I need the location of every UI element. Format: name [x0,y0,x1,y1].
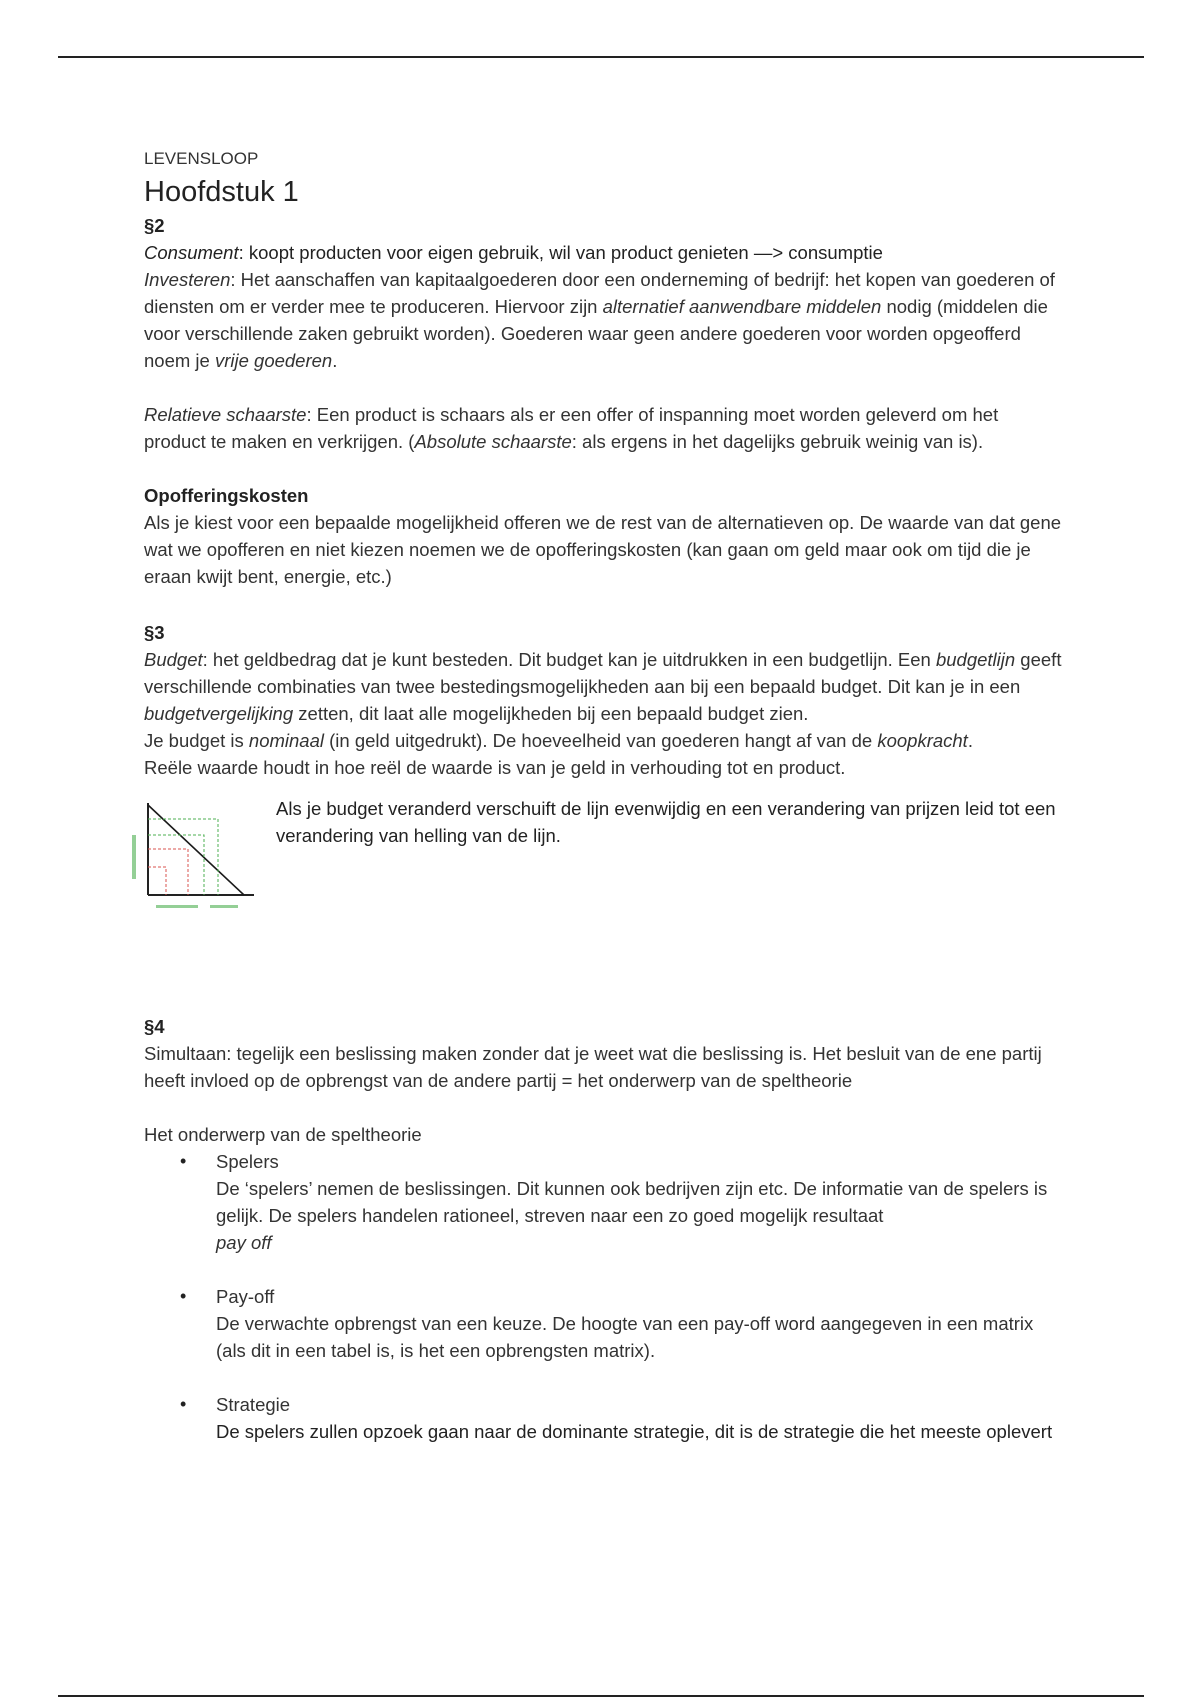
budget-text-b: geeft verschillende combinaties van twee bestedingsmogelijkheden aan bij een bepaald budget. Dit kan je in een [144,649,1062,697]
investeren-paragraph [144,266,1064,374]
page-title: Hoofdstuk 1 [144,176,299,208]
chart-gridline-2 [148,835,204,895]
investeren-text-c: . [332,350,338,371]
nominaal-text-b: (in geld uitgedrukt). De hoeveelheid van goederen hangt af van de [323,730,878,751]
budget-text-c: zetten, dit laat alle mogelijkheden bij een bepaald budget zien. [293,703,809,724]
budget-figure-row [144,795,1064,915]
bullet-icon: • [180,1394,187,1414]
nominaal-paragraph [144,727,1064,754]
footer-rule [58,1695,1144,1697]
schaarste-paragraph [144,401,1064,455]
consument-paragraph [144,239,1064,266]
investeren-term: Investeren [144,269,231,290]
consument-term: Consument [144,242,239,263]
list-item-strategie [180,1391,1064,1445]
schaarste-text-b: : als ergens in het dagelijks gebruik weinig van is). [571,431,984,452]
nominaal-text-a: Je budget is [144,730,249,751]
reele-paragraph: Reële waarde houdt in hoe reël de waarde is van je geld in verhouding tot en product. [144,757,846,778]
budget-text-a: : het geldbedrag dat je kunt besteden. Dit budget kan je uitdrukken in een budgetlijn. Een [202,649,936,670]
speltheorie-list [180,1148,1064,1445]
nominaal-term: nominaal [248,730,324,751]
figure-caption: Als je budget veranderd verschuift de lijn evenwijdig en een verandering van prijzen leid tot een verandering van helling van de lijn. [276,798,1056,846]
investeren-text-a: : Het aanschaffen van kapitaalgoederen door een onderneming of bedrijf: het kopen van goederen of diensten om er verder mee te produceren. Hiervoor zijn [144,269,1055,317]
header-rule [58,56,1144,58]
document-label: LEVENSLOOP [144,149,259,168]
section-3-heading: §3 [144,622,165,643]
list-item-text: De ‘spelers’ nemen de beslissingen. Dit kunnen ook bedrijven zijn etc. De informatie van de spelers is gelijk. De spelers handelen rationeel, streven naar een zo goed mogelijk resultaat [216,1178,1048,1226]
chart-x-label-2 [210,905,238,908]
document-page [144,145,1064,1472]
budget-paragraph [144,646,1064,727]
schaarste-term-2: Absolute schaarste [414,431,572,452]
investeren-text-b: nodig (middelen die voor verschillende zaken gebruikt worden). Goederen waar geen andere goederen voor worden opgeofferd noem je [144,296,1048,371]
koopkracht-term: koopkracht [877,730,968,751]
list-item-payoff [180,1283,1064,1364]
list-item-text: De spelers zullen opzoek gaan naar de dominante strategie, dit is de strategie die het meeste oplevert [216,1421,1053,1442]
schaarste-text-a: : Een product is schaars als er een offer of inspanning moet worden geleverd om het product te maken en verkrijgen. ( [144,404,999,452]
simultaan-paragraph: Simultaan: tegelijk een beslissing maken zonder dat je weet wat die beslissing is. Het besluit van de ene partij heeft invloed op de opbrengst van de andere partij = het onderwerp van de speltheorie [144,1043,1042,1091]
investeren-term-2: alternatief aanwendbare middelen [602,296,882,317]
list-item-spelers [180,1148,1064,1256]
budget-term-2: budgetlijn [935,649,1016,670]
investeren-term-3: vrije goederen [214,350,333,371]
section-4-heading: §4 [144,1016,165,1037]
chart-gridline-3 [148,849,188,895]
opoffering-paragraph: Als je kiest voor een bepaalde mogelijkheid offeren we de rest van de alternatieven op. De waarde van dat gene wat we opofferen en niet kiezen noemen we de opofferingskosten (kan gaan om geld maar ook om tijd die je eraan kwijt bent, energie, etc.) [144,512,1062,587]
list-item-title: Pay-off [216,1286,275,1307]
list-item-title: Spelers [216,1151,279,1172]
list-item-title: Strategie [216,1394,291,1415]
chart-gridline-4 [148,867,166,895]
list-intro: Het onderwerp van de speltheorie [144,1124,422,1145]
chart-gridline-1 [148,819,218,895]
opoffering-heading: Opofferingskosten [144,485,309,506]
chart-x-label [156,905,198,908]
list-item-extra: pay off [216,1232,272,1253]
section-2-heading: §2 [144,215,165,236]
budget-term-3: budgetvergelijking [144,703,294,724]
budget-term: Budget [144,649,203,670]
bullet-icon: • [180,1286,187,1306]
consument-text: : koopt producten voor eigen gebruik, wil van product genieten —> consumptie [238,242,883,263]
nominaal-text-c: . [967,730,973,751]
schaarste-term: Relatieve schaarste [144,404,307,425]
bullet-icon: • [180,1151,187,1171]
list-item-text: De verwachte opbrengst van een keuze. De hoogte van een pay-off word aangegeven in een matrix (als dit in een tabel is, is het een opbrengsten matrix). [216,1313,1034,1361]
budgetline-chart-image [126,795,260,913]
chart-y-label [132,835,136,879]
